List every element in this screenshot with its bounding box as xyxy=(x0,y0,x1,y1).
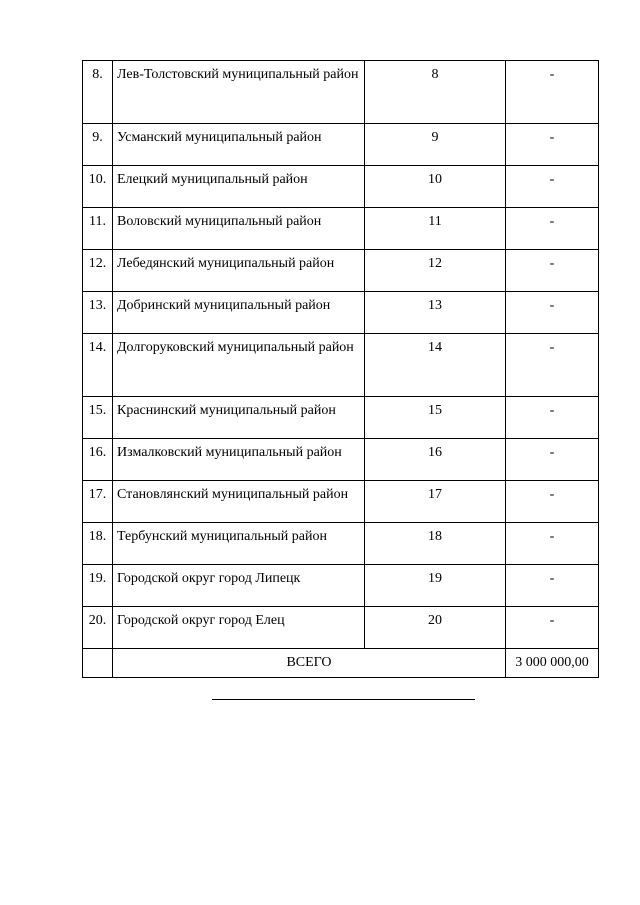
row-code: 14 xyxy=(365,334,506,397)
total-label: ВСЕГО xyxy=(113,649,506,678)
municipality-name: Елецкий муниципальный район xyxy=(113,166,365,208)
row-amount: - xyxy=(506,481,599,523)
row-code: 20 xyxy=(365,607,506,649)
row-number: 13. xyxy=(83,292,113,334)
end-of-document-line xyxy=(212,699,475,700)
table-row xyxy=(83,124,599,166)
municipality-name: Долгоруковский муниципальный район xyxy=(113,334,365,397)
row-amount: - xyxy=(506,397,599,439)
row-number: 19. xyxy=(83,565,113,607)
row-code: 10 xyxy=(365,166,506,208)
row-amount: - xyxy=(506,124,599,166)
table-row xyxy=(83,607,599,649)
row-number: 17. xyxy=(83,481,113,523)
row-number: 14. xyxy=(83,334,113,397)
row-code: 18 xyxy=(365,523,506,565)
table-row xyxy=(83,292,599,334)
row-amount: - xyxy=(506,250,599,292)
row-code: 12 xyxy=(365,250,506,292)
table-row xyxy=(83,334,599,397)
row-code: 15 xyxy=(365,397,506,439)
row-number: 10. xyxy=(83,166,113,208)
distribution-table xyxy=(82,60,599,678)
table-row xyxy=(83,565,599,607)
table-row xyxy=(83,439,599,481)
municipality-name: Тербунский муниципальный район xyxy=(113,523,365,565)
municipality-name: Добринский муниципальный район xyxy=(113,292,365,334)
row-code: 9 xyxy=(365,124,506,166)
row-number: 16. xyxy=(83,439,113,481)
table-row xyxy=(83,481,599,523)
municipality-name: Усманский муниципальный район xyxy=(113,124,365,166)
row-amount: - xyxy=(506,523,599,565)
municipality-name: Лев-Толстовский муниципальный район xyxy=(113,61,365,124)
row-code: 13 xyxy=(365,292,506,334)
row-number: 18. xyxy=(83,523,113,565)
row-amount: - xyxy=(506,565,599,607)
row-number: 20. xyxy=(83,607,113,649)
row-code: 19 xyxy=(365,565,506,607)
municipality-name: Лебедянский муниципальный район xyxy=(113,250,365,292)
row-amount: - xyxy=(506,166,599,208)
row-number: 12. xyxy=(83,250,113,292)
row-amount: - xyxy=(506,439,599,481)
municipality-name: Становлянский муниципальный район xyxy=(113,481,365,523)
row-number: 11. xyxy=(83,208,113,250)
total-amount: 3 000 000,00 xyxy=(506,649,599,678)
table-row xyxy=(83,397,599,439)
row-amount: - xyxy=(506,607,599,649)
table-row xyxy=(83,208,599,250)
row-amount: - xyxy=(506,292,599,334)
row-amount: - xyxy=(506,334,599,397)
table-row xyxy=(83,250,599,292)
row-amount: - xyxy=(506,208,599,250)
municipality-name: Городской округ город Липецк xyxy=(113,565,365,607)
row-code: 11 xyxy=(365,208,506,250)
row-amount: - xyxy=(506,61,599,124)
row-code: 17 xyxy=(365,481,506,523)
row-number: 8. xyxy=(83,61,113,124)
municipality-name: Воловский муниципальный район xyxy=(113,208,365,250)
total-number-cell xyxy=(83,649,113,678)
municipality-name: Измалковский муниципальный район xyxy=(113,439,365,481)
row-number: 15. xyxy=(83,397,113,439)
row-code: 16 xyxy=(365,439,506,481)
table-row xyxy=(83,523,599,565)
municipality-name: Краснинский муниципальный район xyxy=(113,397,365,439)
row-number: 9. xyxy=(83,124,113,166)
total-row xyxy=(83,649,599,678)
municipality-name: Городской округ город Елец xyxy=(113,607,365,649)
table-row xyxy=(83,61,599,124)
row-code: 8 xyxy=(365,61,506,124)
table-row xyxy=(83,166,599,208)
